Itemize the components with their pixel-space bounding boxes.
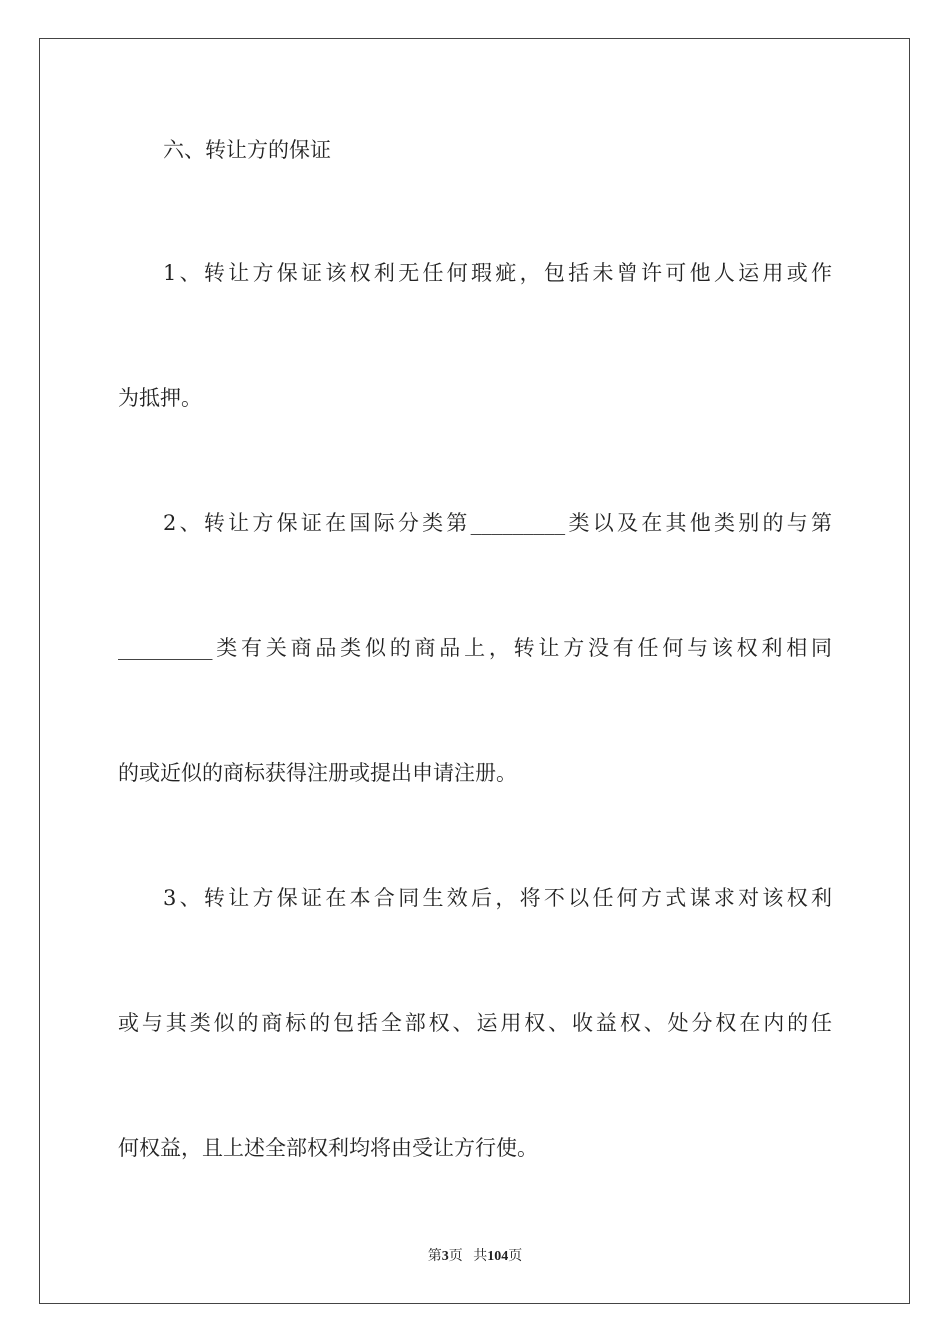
paragraph-line: 为抵押。 — [118, 386, 202, 410]
footer-total-suffix: 页 — [508, 1249, 523, 1264]
footer-page-suffix: 页 — [448, 1249, 463, 1264]
footer-page-number: 3 — [441, 1249, 449, 1264]
paragraph-line: _________类有关商品类似的商品上，转让方没有任何与该权利相同 — [118, 636, 832, 660]
paragraph-line: 何权益，且上述全部权利均将由受让方行使。 — [118, 1136, 538, 1160]
paragraph-line: 3、转让方保证在本合同生效后，将不以任何方式谋求对该权利 — [163, 886, 832, 910]
paragraph-line: 的或近似的商标获得注册或提出申请注册。 — [118, 761, 517, 785]
paragraph-line: 2、转让方保证在国际分类第_________类以及在其他类别的与第 — [163, 511, 832, 535]
page-footer — [0, 1245, 950, 1265]
paragraph-line: 1、转让方保证该权利无任何瑕疵，包括未曾许可他人运用或作 — [163, 261, 832, 285]
section-heading: 六、转让方的保证 — [163, 138, 331, 162]
paragraph-line: 或与其类似的商标的包括全部权、运用权、收益权、处分权在内的任 — [118, 1011, 832, 1035]
footer-page-prefix: 第 — [427, 1249, 442, 1264]
footer-total-number: 104 — [487, 1249, 509, 1264]
page-border — [39, 38, 910, 1304]
footer-total-prefix: 共 — [473, 1249, 488, 1264]
